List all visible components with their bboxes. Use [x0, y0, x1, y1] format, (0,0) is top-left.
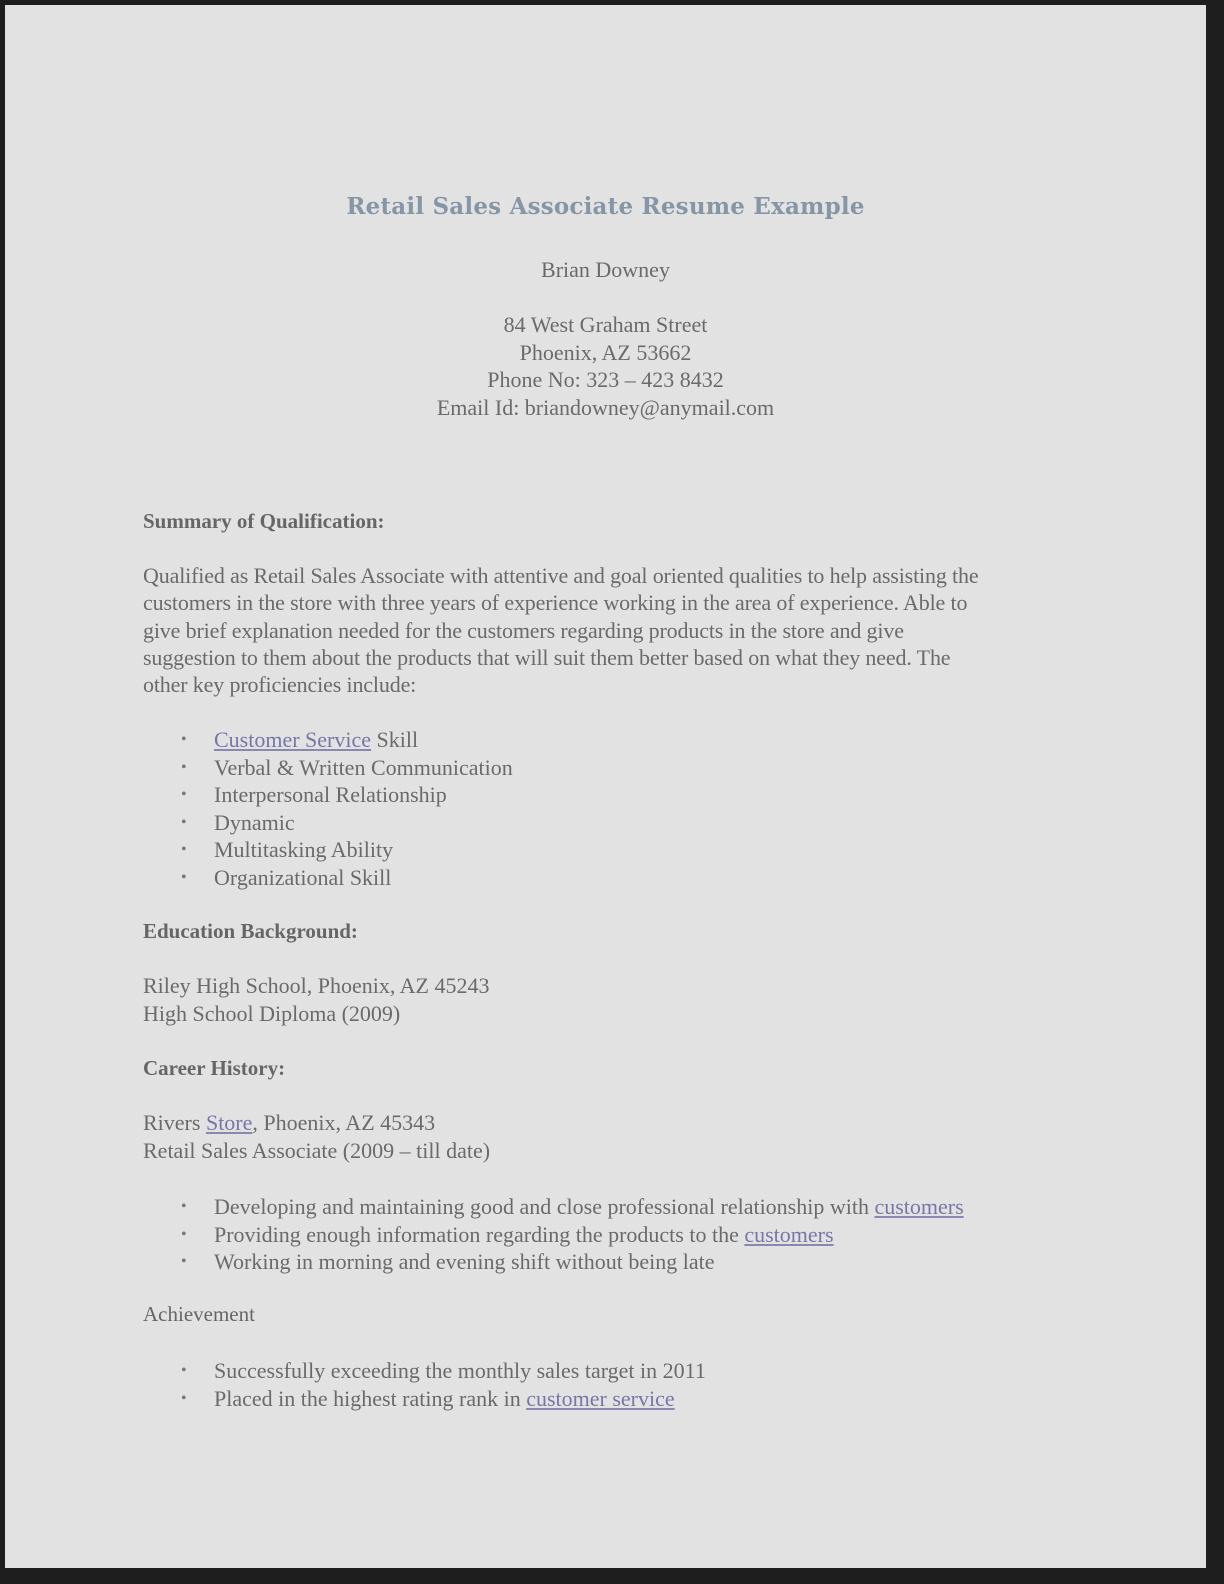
skill-item: [143, 809, 1083, 837]
skill-item: [143, 754, 1083, 782]
education-block: [143, 972, 1083, 1027]
skill-item: [143, 781, 1083, 809]
applicant-name: Brian Downey: [541, 257, 670, 282]
summary-paragraph: [143, 562, 1083, 698]
contact-block: [5, 311, 1206, 421]
employer-prefix: Rivers: [143, 1110, 206, 1135]
duties-list: [143, 1193, 1083, 1276]
summary-line: give brief explanation needed for the customers regarding products in the store and give: [143, 617, 904, 643]
document-title: Retail Sales Associate Resume Example: [346, 193, 865, 220]
bullet-icon: •: [181, 1225, 187, 1243]
skill-text: Interpersonal Relationship: [214, 782, 447, 807]
achievement-list: [143, 1357, 1083, 1412]
bullet-icon: •: [181, 758, 187, 776]
skill-text: Skill: [371, 727, 419, 752]
skill-text: Dynamic: [214, 809, 295, 835]
summary-line: other key proficiencies include:: [143, 672, 417, 698]
career-employer: [143, 1109, 1083, 1137]
duty-text: Developing and maintaining good and close professional relationship with: [214, 1194, 875, 1219]
skill-item: [143, 864, 1083, 892]
bullet-icon: •: [181, 841, 187, 858]
bullet-icon: •: [181, 1253, 187, 1270]
bullet-icon: •: [181, 813, 187, 831]
skill-item: [143, 726, 1083, 754]
bullet-icon: •: [181, 1362, 187, 1379]
duty-item: [143, 1248, 1083, 1276]
achievement-heading: Achievement: [143, 1302, 255, 1326]
summary-line: customers in the store with three years of experience working in the area of experience. Able to: [143, 590, 968, 616]
bullet-icon: •: [181, 786, 187, 803]
store-link[interactable]: Store: [205, 1110, 253, 1135]
career-position: Retail Sales Associate (2009 – till date): [143, 1137, 491, 1163]
customer-service-link[interactable]: Customer Service: [214, 727, 372, 752]
skill-text: Organizational Skill: [214, 864, 392, 890]
employer-suffix: , Phoenix, AZ 45343: [252, 1110, 436, 1135]
achievement-text: Placed in the highest rating rank in: [214, 1385, 527, 1411]
achievement-text: Successfully exceeding the monthly sales target in 2011: [214, 1358, 706, 1383]
career-block: [143, 1109, 1083, 1164]
contact-street: 84 West Graham Street: [503, 312, 708, 337]
bullet-icon: •: [181, 1389, 187, 1407]
customer-service-link[interactable]: customer service: [526, 1385, 675, 1411]
summary-line: suggestion to them about the products that will suit them better based on what they need. The: [143, 644, 951, 670]
duty-item: [143, 1193, 1083, 1221]
skill-text: Multitasking Ability: [214, 837, 394, 862]
education-diploma: High School Diploma (2009): [143, 1000, 401, 1026]
education-school: Riley High School, Phoenix, AZ 45243: [143, 973, 490, 998]
skills-list: [143, 726, 1083, 891]
education-heading: Education Background:: [143, 919, 358, 943]
bullet-icon: •: [181, 1198, 187, 1215]
bullet-icon: •: [181, 868, 187, 886]
bullet-icon: •: [181, 731, 187, 748]
skill-item: [143, 836, 1083, 864]
summary-line: Qualified as Retail Sales Associate with attentive and goal oriented qualities to help assisting the: [143, 563, 979, 588]
resume-page: [5, 5, 1206, 1568]
contact-city: Phoenix, AZ 53662: [519, 339, 692, 365]
summary-heading: Summary of Qualification:: [143, 509, 385, 533]
achievement-item: [143, 1357, 1083, 1385]
duty-item: [143, 1221, 1083, 1249]
skill-text: Verbal & Written Communication: [214, 754, 513, 780]
customers-link[interactable]: customers: [874, 1194, 964, 1219]
customers-link[interactable]: customers: [744, 1221, 834, 1247]
duty-text: Providing enough information regarding the products to the: [214, 1221, 745, 1247]
contact-phone: Phone No: 323 – 423 8432: [487, 367, 724, 392]
duty-text: Working in morning and evening shift without being late: [214, 1249, 715, 1274]
achievement-item: [143, 1385, 1083, 1413]
contact-email: Email Id: briandowney@anymail.com: [436, 394, 775, 420]
career-heading: Career History:: [143, 1056, 286, 1080]
